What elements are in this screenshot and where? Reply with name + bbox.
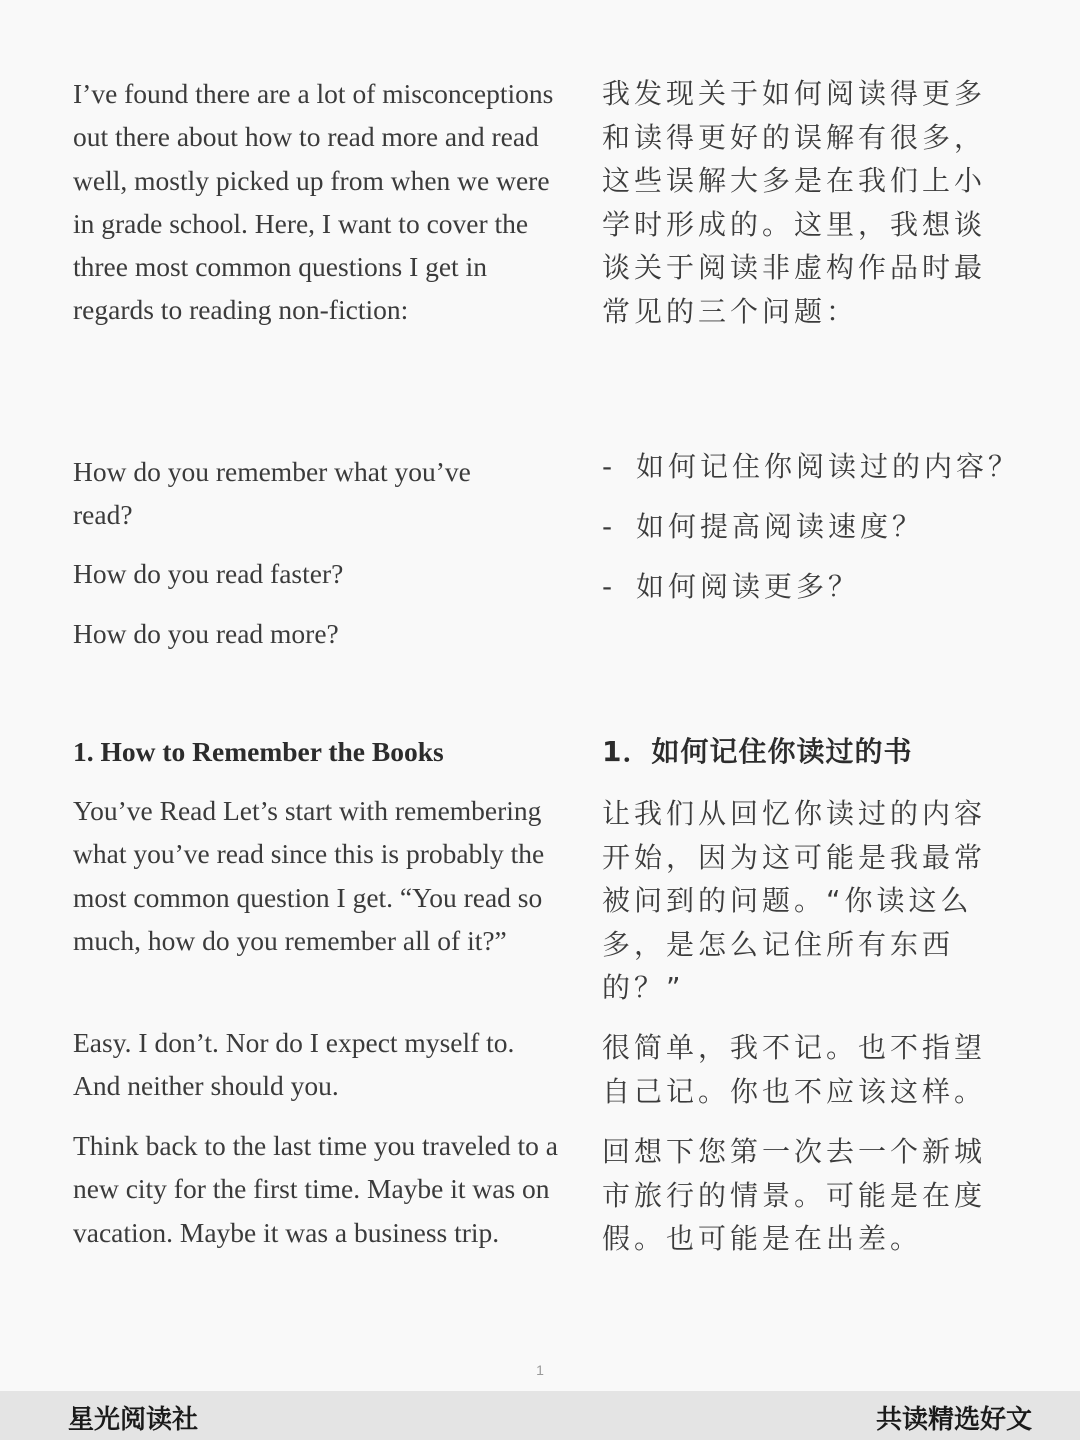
question-en: How do you remember what you’ve read? <box>73 456 471 531</box>
body-paragraph-en: Easy. I don’t. Nor do I expect myself to. And neither should you. <box>73 1027 515 1102</box>
body-paragraph-en: Think back to the last time you traveled to a new city for the first time. Maybe it was on vacation. Maybe it was a business trip. <box>73 1130 558 1248</box>
question-en: How do you read more? <box>73 618 339 649</box>
question-zh: - 如何提高阅读速度？ <box>602 505 1042 549</box>
intro-paragraph-zh: 我发现关于如何阅读得更多和读得更好的误解有很多，这些误解大多是在我们上小学时形成的。这里，我想谈谈关于阅读非虚构作品时最常见的三个问题： <box>602 77 987 328</box>
bullet-dash: - <box>602 570 613 603</box>
page-number: 1 <box>536 1362 544 1378</box>
body-paragraph-zh: 回想下您第一次去一个新城市旅行的情景。可能是在度假。也可能是在出差。 <box>602 1135 987 1255</box>
body-paragraph-zh: 很简单，我不记。也不指望自己记。你也不应该这样。 <box>602 1031 987 1108</box>
section-heading-en: 1. How to Remember the Books <box>73 736 444 767</box>
bullet-dash: - <box>602 450 613 483</box>
question-en: How do you read faster? <box>73 558 344 589</box>
bullet-dash: - <box>602 510 613 543</box>
section-heading-zh: 1．如何记住你读过的书 <box>602 735 913 768</box>
footer-tagline: 共读精选好文 <box>875 1405 1032 1435</box>
body-paragraph-en: You’ve Read Let’s start with remembering what you’ve read since this is probably the most common question I get. “You read so much, how do you remember all of it?” <box>73 795 545 956</box>
intro-paragraph-en: I’ve found there are a lot of misconceptions out there about how to read more and read well, mostly picked up from when we were in grade school. Here, I want to cover the three most common questions I get in regards to reading non-fiction: <box>73 78 554 326</box>
footer-bar <box>0 1391 1080 1440</box>
question-zh: - 如何阅读更多？ <box>602 565 1042 609</box>
footer-brand: 星光阅读社 <box>68 1405 199 1435</box>
body-paragraph-zh: 让我们从回忆你读过的内容开始，因为这可能是我最常被问到的问题。“你读这么多，是怎么记住所有东西的？” <box>602 797 987 1004</box>
question-zh: - 如何记住你阅读过的内容？ <box>602 445 1042 489</box>
